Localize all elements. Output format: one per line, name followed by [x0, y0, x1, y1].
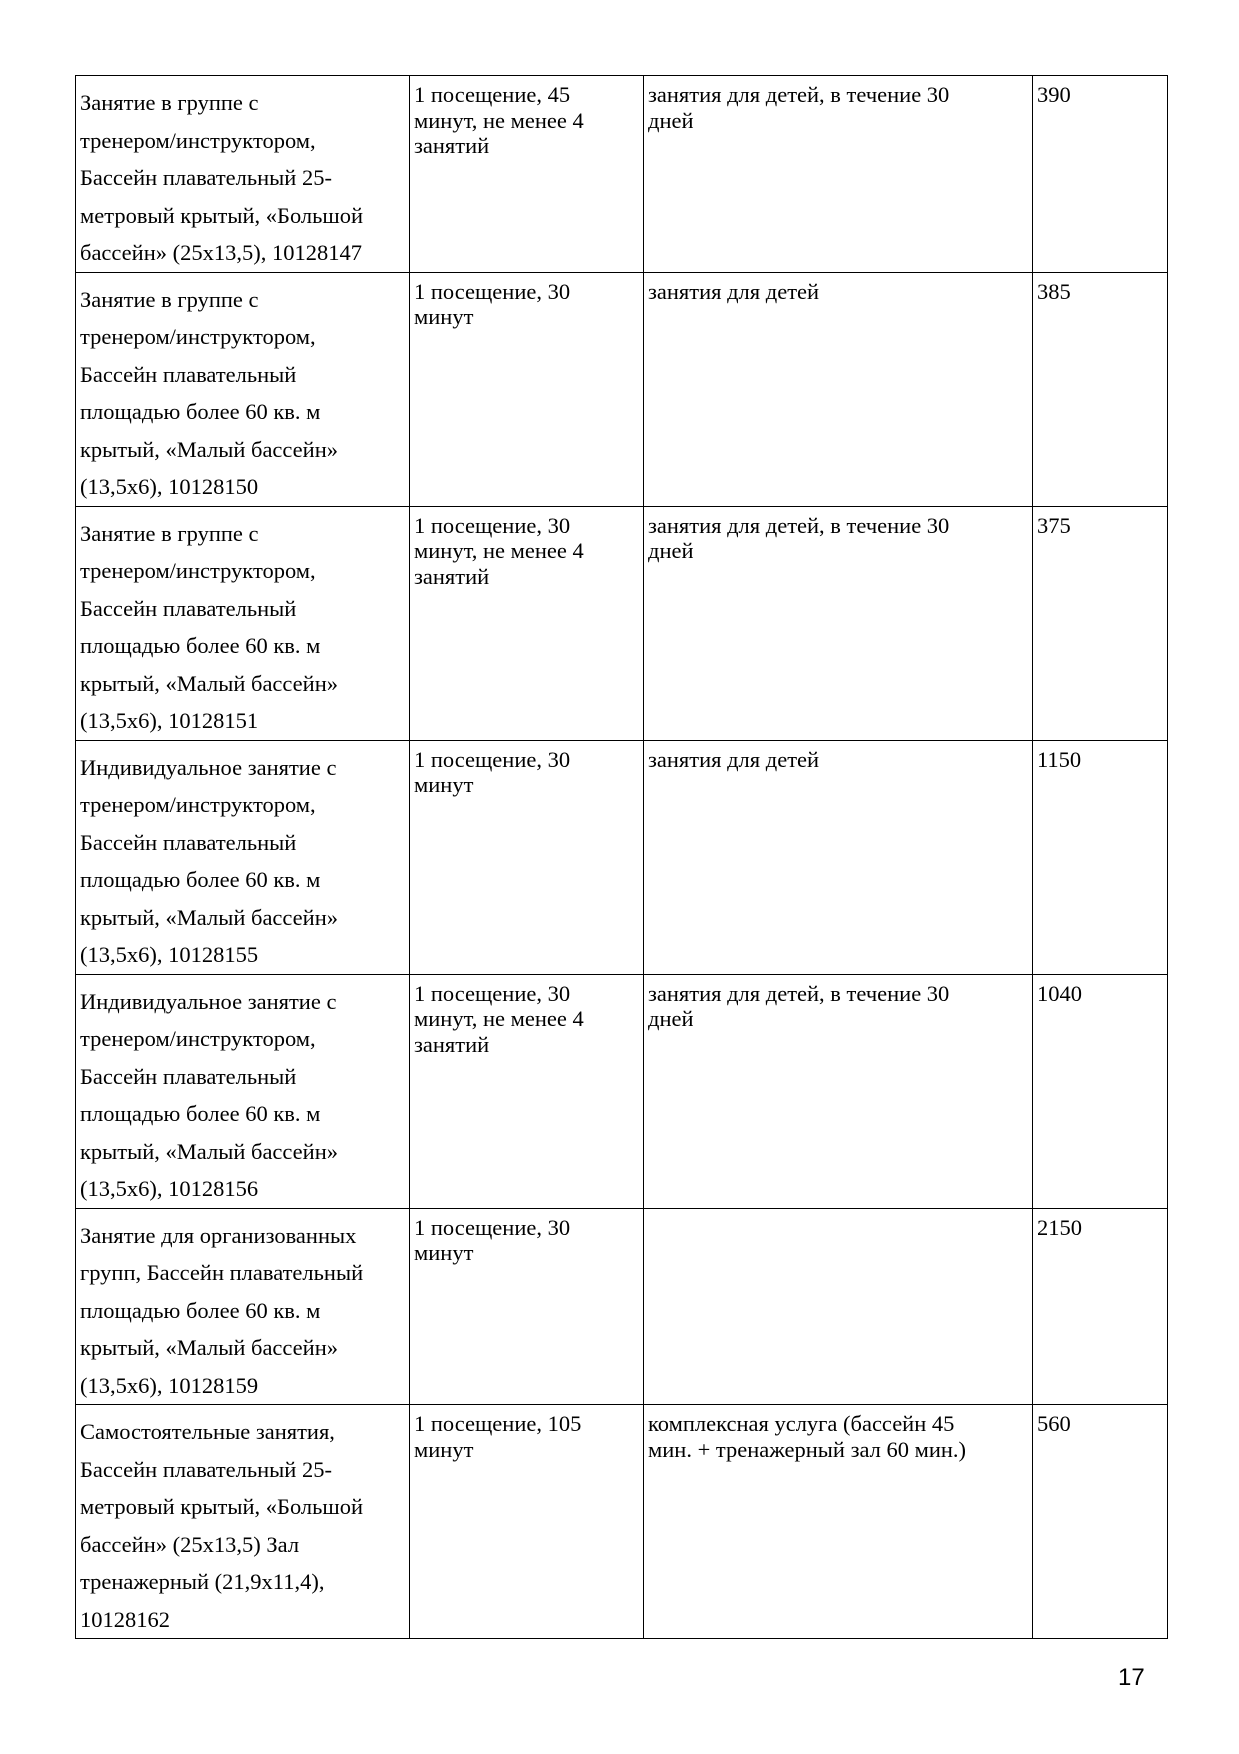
service-note: занятия для детей, в течение 30 дней: [648, 980, 950, 1031]
visit-duration: 1 посещение, 30 минут: [414, 1214, 571, 1265]
visit-duration: 1 посещение, 30 минут, не менее 4 занятий: [414, 980, 584, 1057]
page-number: 17: [1118, 1664, 1145, 1691]
note-cell: [644, 272, 1033, 506]
service-note: занятия для детей, в течение 30 дней: [648, 512, 950, 563]
table-row: [76, 974, 1168, 1208]
price-value: 560: [1037, 1411, 1071, 1436]
price-cell: [1033, 76, 1168, 273]
price-cell: [1033, 1405, 1168, 1639]
service-name: Занятие в группе с тренером/инструктором, Бассейн плавательный площадью более 60 кв. м крытый, «Малый бассейн» (13,5х6), 10128150: [80, 286, 338, 499]
price-cell: [1033, 272, 1168, 506]
visit-cell: [410, 974, 644, 1208]
service-name-cell: [76, 1208, 410, 1405]
visit-duration: 1 посещение, 45 минут, не менее 4 занятий: [414, 82, 584, 158]
note-cell: [644, 740, 1033, 974]
service-name: Занятие для организованных групп, Бассейн плавательный площадью более 60 кв. м крытый, «Малый бассейн» (13,5х6), 10128159: [80, 1222, 364, 1398]
price-cell: [1033, 506, 1168, 740]
price-value: 390: [1037, 82, 1071, 107]
price-cell: [1033, 974, 1168, 1208]
service-name: Самостоятельные занятия, Бассейн плавательный 25- метровый крытый, «Большой бассейн» (25х13,5) Зал тренажерный (21,9х11,4), 10128162: [80, 1419, 364, 1632]
visit-cell: [410, 76, 644, 273]
table-row: [76, 506, 1168, 740]
visit-duration: 1 посещение, 30 минут: [414, 278, 571, 329]
service-name-cell: [76, 76, 410, 273]
visit-cell: [410, 1405, 644, 1639]
service-name-cell: [76, 506, 410, 740]
service-note: занятия для детей: [648, 278, 820, 304]
service-name-cell: [76, 740, 410, 974]
service-name-cell: [76, 1405, 410, 1639]
price-value: 385: [1037, 278, 1071, 304]
visit-duration: 1 посещение, 30 минут, не менее 4 занятий: [414, 512, 584, 589]
service-note: занятия для детей: [648, 746, 820, 772]
table-row: [76, 740, 1168, 974]
service-name-cell: [76, 272, 410, 506]
service-name-cell: [76, 974, 410, 1208]
price-cell: [1033, 740, 1168, 974]
price-value: 2150: [1037, 1214, 1082, 1240]
visit-cell: [410, 272, 644, 506]
visit-cell: [410, 506, 644, 740]
service-name: Занятие в группе с тренером/инструктором, Бассейн плавательный площадью более 60 кв. м крытый, «Малый бассейн» (13,5х6), 10128151: [80, 520, 338, 733]
note-cell: [644, 974, 1033, 1208]
visit-cell: [410, 1208, 644, 1405]
price-value: 375: [1037, 512, 1071, 538]
visit-cell: [410, 740, 644, 974]
note-cell: [644, 1405, 1033, 1639]
table-row: [76, 76, 1168, 273]
table-row: [76, 1208, 1168, 1405]
price-value: 1040: [1037, 980, 1082, 1006]
service-note: комплексная услуга (бассейн 45 мин. + тренажерный зал 60 мин.): [648, 1411, 967, 1462]
service-note: занятия для детей, в течение 30 дней: [648, 82, 950, 133]
note-cell: [644, 1208, 1033, 1405]
table-row: [76, 272, 1168, 506]
service-name: Занятие в группе с тренером/инструктором, Бассейн плавательный 25- метровый крытый, «Большой бассейн» (25х13,5), 10128147: [80, 90, 364, 265]
service-name: Индивидуальное занятие с тренером/инструктором, Бассейн плавательный площадью более 60 кв. м крытый, «Малый бассейн» (13,5х6), 10128156: [80, 988, 338, 1201]
service-name: Индивидуальное занятие с тренером/инструктором, Бассейн плавательный площадью более 60 кв. м крытый, «Малый бассейн» (13,5х6), 10128155: [80, 754, 338, 967]
price-table: [75, 75, 1168, 1639]
price-value: 1150: [1037, 746, 1082, 772]
visit-duration: 1 посещение, 30 минут: [414, 746, 571, 797]
price-cell: [1033, 1208, 1168, 1405]
table-row: [76, 1405, 1168, 1639]
service-note: [644, 1209, 1032, 1215]
note-cell: [644, 76, 1033, 273]
visit-duration: 1 посещение, 105 минут: [414, 1411, 582, 1462]
note-cell: [644, 506, 1033, 740]
